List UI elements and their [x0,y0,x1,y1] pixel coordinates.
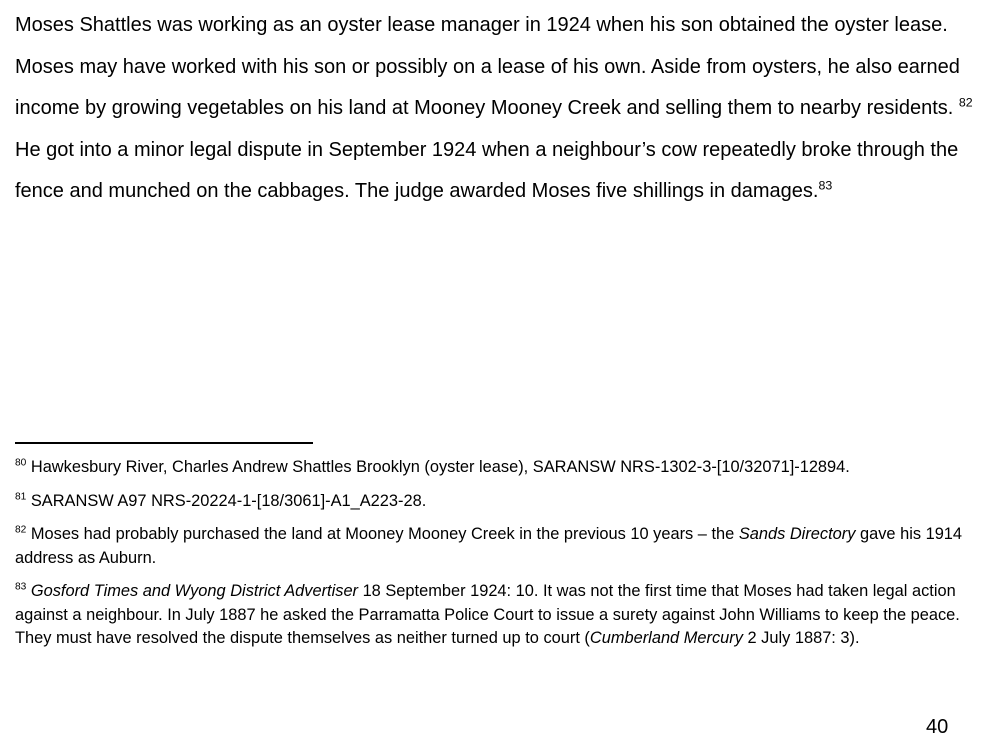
footnote-source-title: Cumberland Mercury [589,629,743,647]
footnote-text: 18 September 1924: 10. It was not the first time that Moses had taken legal action against a neighbour. In July 1887 he asked the Parramatta Police Court to issue a surety against John Williams to keep the peace. They must have resolved the dispute themselves as neither turned up to court ( [15,582,960,647]
footnote-ref-82[interactable]: 82 [958,95,973,110]
footnote-text: SARANSW A97 NRS-20224-1-[18/3061]-A1_A223-28. [26,491,427,510]
footnote-source-title: Gosford Times and Wyong District Advertiser [30,582,359,600]
footnote-83 [15,580,970,651]
footnote-number: 80 [15,457,27,469]
footnote-number: 82 [15,524,27,536]
footnote-number: 83 [15,581,27,593]
footnotes-section [15,456,970,661]
footnote-81 [15,490,970,514]
body-paragraph [15,5,975,213]
footnote-ref-83[interactable]: 83 [818,178,833,193]
footnote-80 [15,456,970,480]
footnote-source-title: Sands Directory [738,525,856,543]
body-text-part-2: He got into a minor legal dispute in September 1924 when a neighbour’s cow repeatedly broke through the fence and munched on the cabbages. The judge awarded Moses five shillings in damages. [15,138,959,203]
footnote-number: 81 [15,491,27,503]
body-text-part-1: Moses Shattles was working as an oyster lease manager in 1924 when his son obtained the oyster lease. Moses may have worked with his son or possibly on a lease of his own. Aside from oysters, he also earned income by growing vegetables on his land at Mooney Mooney Creek and selling them to nearby residents. [15,14,960,120]
footnote-text: Moses had probably purchased the land at Mooney Mooney Creek in the previous 10 years – the [26,525,739,543]
footnote-text: 2 July 1887: 3). [742,629,860,647]
footnote-separator [15,442,313,444]
footnote-text: gave his 1914 address as Auburn. [15,525,963,567]
footnote-82 [15,523,970,570]
page-number: 40 [926,716,949,738]
footnote-text: Hawkesbury River, Charles Andrew Shattles Brooklyn (oyster lease), SARANSW NRS-1302-3-[10/32071]-12894. [26,458,850,476]
